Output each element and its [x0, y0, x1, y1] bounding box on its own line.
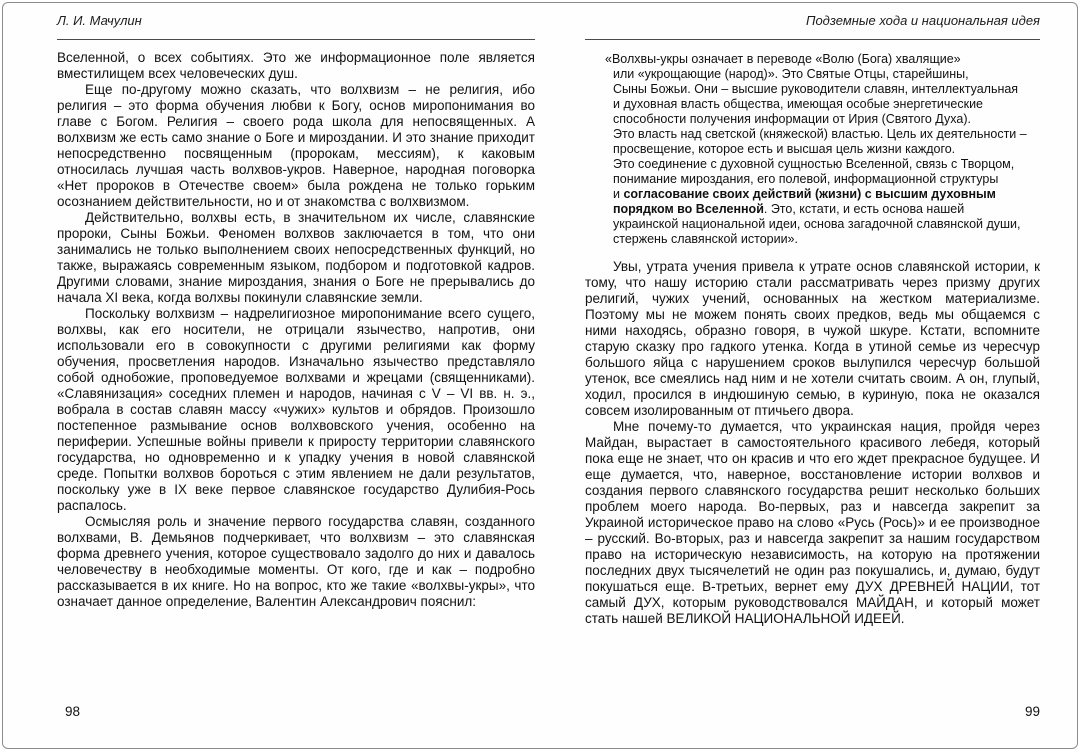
left-page-number: 98: [65, 704, 81, 719]
quote-line: и согласование своих действий (жизни) с высшим духовным: [613, 187, 996, 201]
quote-line: или «укрощающие (народ)». Это Святые Отцы, старейшины,: [613, 67, 969, 81]
left-header-rule: [57, 39, 535, 40]
paragraph: Осмысляя роль и значение первого государства славян, созданного волхвами, В. Демьянов подчеркивает, что волхвизм – это славянская форма древнего учения, которое существовало задолго до них и давалось человечеству в необходимые моменты. От кого, где и как – подробно рассказывается в их книге. Но на вопрос, кто же такие «волхвы-укры», что означает данное определение, Валентин Александрович пояснил:: [57, 514, 535, 609]
paragraph: Вселенной, о всех событиях. Это же информационное поле является вместилищем всех человеческих душ.: [57, 50, 535, 81]
right-page-number: 99: [1024, 704, 1040, 719]
paragraph: Мне почему-то думается, что украинская нация, пройдя через Майдан, вырастает в самостоятельного красивого лебедя, который пока еще не знает, что он красив и что его ждет прекрасное будущее. И еще думается, что, наверное, восстановление истории волхвов и создания первого славянского государства решит несколько больших проблем моего народа. Во-первых, раз и навсегда закрепит за Украиной историческое право на слово «Русь (Рось)» и ее производное – русский. Во-вторых, раз и навсегда закрепит за нашим государством право на историческую независимость, на которую на протяжении последних двух тысячелетий не один раз покушались, и, думаю, будут покушаться еще. В-третьих, вернет ему ДУХ ДРЕВНЕЙ НАЦИИ, тот самый ДУХ, которым руководствовался МАЙДАН, и который может стать нашей ВЕЛИКОЙ НАЦИОНАЛЬНОЙ ИДЕЕЙ.: [585, 419, 1040, 626]
paragraph: Увы, утрата учения привела к утрате основ славянской истории, к тому, что нашу историю стали рассматривать через призму других религий, чужих учений, основанных на жестком материализме. Поэтому мы не можем понять своих предков, ведь мы общаемся с ними находясь, образно говоря, в чужой шкуре. Кстати, вспомните старую сказку про гадкого утенка. Когда в утиной семье из чересчур большого яйца с нарушением сроков вылупился чересчур большой утенок, все смеялись над ним и не хотели считать своим. А он, глупый, ходил, просился в индюшиную семью, в куриную, пока не оказался совсем изолированным от птичьего двора.: [585, 259, 1040, 418]
quote-line: Сыны Божьи. Они – высшие руководители славян, интеллектуальная: [613, 82, 1019, 96]
quote-line: способности получения информации от Ирия (Святого Духа).: [613, 112, 971, 126]
quote-line: и духовная власть общества, имеющая особые энергетические: [613, 97, 984, 111]
quote-line: Это соединение с духовной сущностью Вселенной, связь с Творцом,: [613, 157, 1015, 171]
quote-block: [605, 52, 1040, 247]
right-page-paragraphs: [585, 259, 1040, 627]
left-page-body: [57, 50, 535, 610]
quote-line: стержень славянской истории».: [613, 232, 798, 246]
quote-line: понимание мироздания, его полевой, информационной структуры: [613, 172, 999, 186]
quote-line: украинской национальной идеи, основа загадочной славянской души,: [613, 217, 1021, 231]
right-header-rule: [585, 39, 1040, 40]
quote-line: Это власть над светской (княжеской) властью. Цель их деятельности –: [613, 127, 1027, 141]
right-page: [585, 0, 1040, 751]
left-page: [57, 0, 535, 751]
quote-line: просвещение, которое есть и высшая цель жизни каждого.: [613, 142, 956, 156]
left-running-header: Л. И. Мачулин: [57, 13, 142, 28]
right-page-body: [585, 50, 1040, 627]
paragraph: Действительно, волхвы есть, в значительном их числе, славянские пророки, Сыны Божьи. Феномен волхвов заключается в том, что они занимались не только выполнением своих непосредственных функций, но также, выражаясь современным языком, подбором и подготовкой кадров. Другими словами, знание мироздания, знания о Боге не прерывались до начала XI века, когда волхвы покинули славянские земли.: [57, 210, 535, 305]
quote-line: «Волхвы-укры означает в переводе «Волю (Бога) хвалящие»: [605, 52, 961, 66]
paragraph: Поскольку волхвизм – надрелигиозное миропонимание всего сущего, волхвы, как его носители, не отрицали язычество, напротив, они использовали его в совокупности с другими религиями как форму обучения, просветления народов. Изначально язычество представляло собой однобожие, проповедуемое волхвами и жрецами (священниками). «Славянизация» соседних племен и народов, начиная с V – VI вв. н. э., вобрала в состав славян массу «чужих» культов и обрядов. Произошло постепенное размывание основ волхвовского учения, особенно на периферии. Успешные войны привели к приросту территории славянского государства, но одновременно и к упадку учения в новой славянской среде. Попытки волхвов бороться с этим явлением не дали результатов, поскольку уже в IX веке первое славянское государство Дулибия-Рось распалось.: [57, 306, 535, 513]
quote-line: порядком во Вселенной. Это, кстати, и есть основа нашей: [613, 202, 965, 216]
right-running-header: Подземные хода и национальная идея: [806, 13, 1040, 28]
paragraph: Еще по-другому можно сказать, что волхвизм – не религия, ибо религия – это форма обучения любви к Богу, основ миропонимания во главе с Богом. Религия – своего рода школа для непосвященных. А волхвизм же есть само знание о Боге и мироздании. И это знание приходит непосредственно посвященным (пророкам, мессиям), к каковым относилась лучшая часть волхвов-укров. Наверное, народная поговорка «Нет пророков в Отечестве своем» была рождена не только горьким осознанием действительности, но и от знакомства с волхвизмом.: [57, 82, 535, 209]
